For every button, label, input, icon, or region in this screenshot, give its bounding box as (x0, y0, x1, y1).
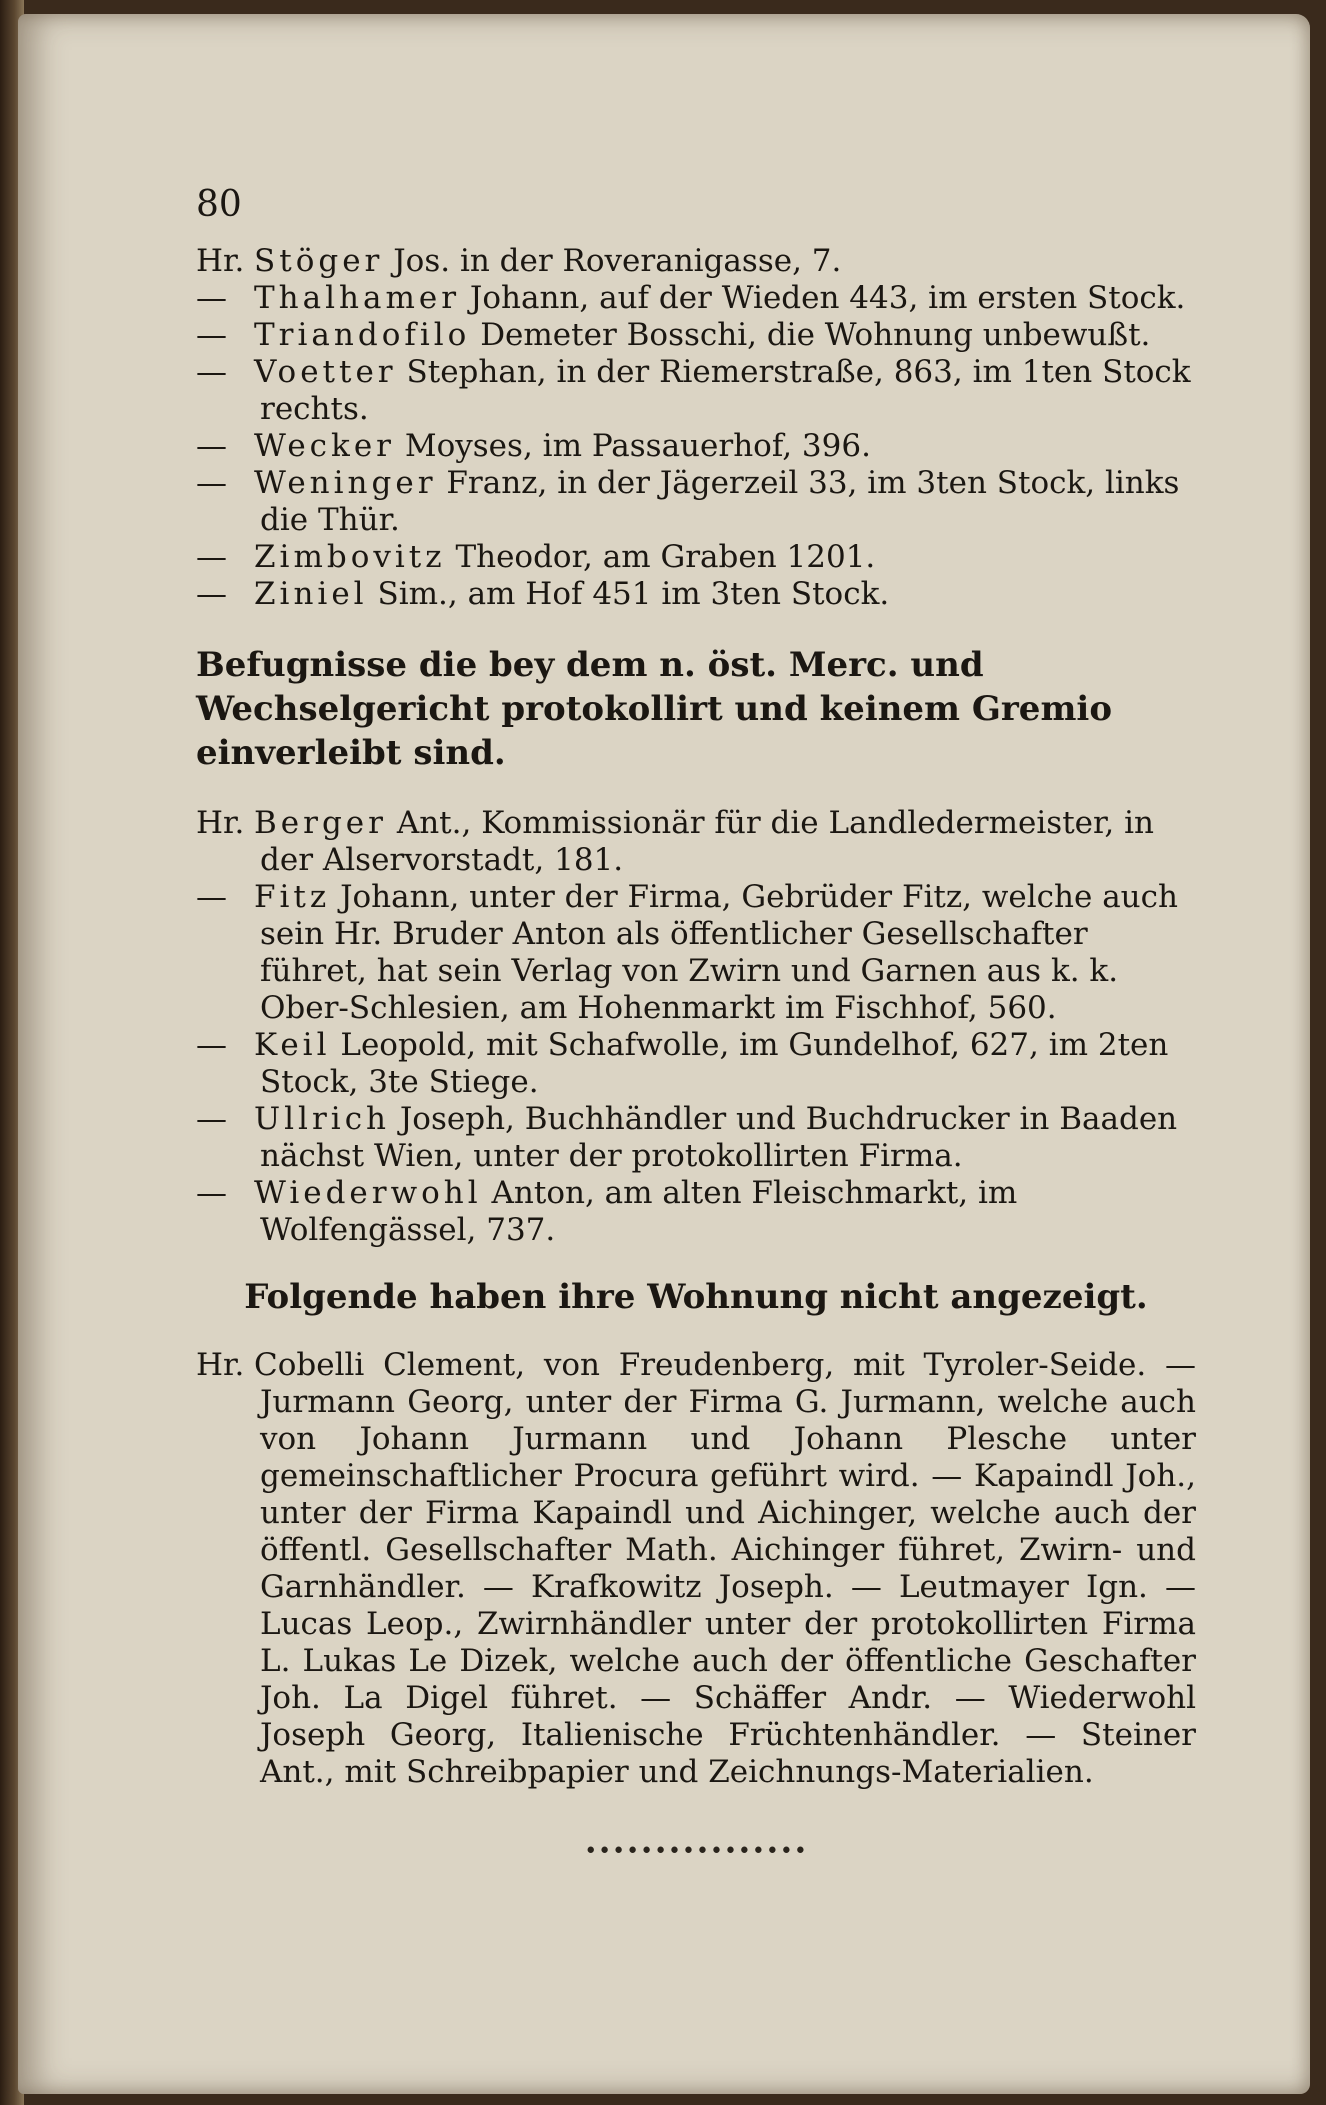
entry-text: Theodor, am Graben 1201. (455, 539, 876, 575)
list-item (196, 428, 1196, 465)
entry-name: Wiederwohl (254, 1175, 482, 1211)
entry-prefix: — (196, 1027, 227, 1063)
entry-name: Wecker (254, 428, 395, 464)
entry-name: Ziniel (254, 576, 368, 612)
list-item (196, 465, 1196, 539)
section-heading: Befugnisse die bey dem n. öst. Merc. und Wechselgericht protokollirt und keinem Gremio einverleibt sind. (196, 645, 1113, 773)
book-page (18, 14, 1310, 2094)
entry-text: Joseph, Buchhändler und Buchdrucker in Baaden nächst Wien, unter der protokollirten Firma. (260, 1101, 1178, 1174)
entry-text: Ant., Kommissionär für die Landledermeister, in der Alservorstadt, 181. (260, 805, 1154, 878)
entry-name: Zimbovitz (254, 539, 446, 575)
entry-text: Franz, in der Jägerzeil 33, im 3ten Stock, links die Thür. (260, 465, 1180, 538)
entry-prefix: — (196, 465, 227, 501)
entry-name: Fitz (254, 879, 331, 915)
list-item (196, 879, 1196, 1027)
page-content (196, 186, 1196, 1870)
entry-name: Voetter (254, 354, 397, 390)
entry-text: Moyses, im Passauerhof, 396. (404, 428, 871, 464)
list-item (196, 354, 1196, 428)
entry-text: Stephan, in der Riemerstraße, 863, im 1ten Stock rechts. (260, 354, 1191, 427)
paragraph-prefix: Hr. (196, 1347, 245, 1383)
entry-prefix: Hr. (196, 805, 245, 841)
paragraph-text: Cobelli Clement, von Freudenberg, mit Tyroler-Seide. — Jurmann Georg, unter der Firma G. Jurmann, welche auch von Johann Jurmann und Johann Plesche unter gemeinschaftlicher Procura geführt wird. — Kapaindl Joh., unter der Firma Kapaindl und Aichinger, welche auch der öffentl. Gesellschafter Math. Aichinger führet, Zwirn- und Garnhändler. — Krafkowitz Joseph. — Leutmayer Ign. — Lucas Leop., Zwirnhändler unter der protokollirten Firma L. Lukas Le Dizek, welche auch der öffentliche Geschafter Joh. La Digel führet. — Schäffer Andr. — Wiederwohl Joseph Georg, Italienische Früchtenhändler. — Steiner Ant., mit Schreibpapier und Zeichnungs-Materialien. (254, 1347, 1196, 1790)
entry-prefix: — (196, 317, 227, 353)
entry-prefix: — (196, 539, 227, 575)
unlisted-paragraph (196, 1347, 1196, 1791)
entry-prefix: — (196, 576, 227, 612)
entry-text: Sim., am Hof 451 im 3ten Stock. (377, 576, 890, 612)
entry-name: Stöger (254, 243, 384, 279)
entry-name: Triandofilo (254, 317, 471, 353)
entry-prefix: — (196, 1101, 227, 1137)
entry-prefix: — (196, 428, 227, 464)
section-heading-unlisted: Folgende haben ihre Wohnung nicht angezeigt. (244, 1277, 1148, 1317)
page-number: 80 (196, 184, 242, 225)
entry-text: Johann, unter der Firma, Gebrüder Fitz, welche auch sein Hr. Bruder Anton als öffentlicher Gesellschafter führet, hat sein Verlag von Zwirn und Garnen aus k. k. Ober-Schlesien, am Hohenmarkt im Fischhof, 560. (260, 879, 1178, 1026)
entry-prefix: — (196, 354, 227, 390)
list-item (196, 1027, 1196, 1101)
entries-section-2 (196, 805, 1196, 1249)
list-item (196, 1175, 1196, 1249)
list-item (196, 280, 1196, 317)
list-item (196, 805, 1196, 879)
entry-name: Weninger (254, 465, 437, 501)
entries-section-1 (196, 243, 1196, 613)
entry-name: Keil (254, 1027, 331, 1063)
entry-prefix: — (196, 280, 227, 316)
ornament-divider: •••••••••••••••• (584, 1839, 808, 1864)
entry-prefix: — (196, 879, 227, 915)
entry-name: Thalhamer (254, 280, 461, 316)
list-item (196, 243, 1196, 280)
entry-text: Leopold, mit Schafwolle, im Gundelhof, 627, im 2ten Stock, 3te Stiege. (260, 1027, 1169, 1100)
entry-prefix: Hr. (196, 243, 245, 279)
list-item (196, 1101, 1196, 1175)
entry-text: Jos. in der Roveranigasse, 7. (393, 243, 842, 279)
entry-name: Ullrich (254, 1101, 391, 1137)
entry-text: Johann, auf der Wieden 443, im ersten Stock. (469, 280, 1186, 316)
entry-prefix: — (196, 1175, 227, 1211)
list-item (196, 317, 1196, 354)
list-item (196, 576, 1196, 613)
entry-text: Anton, am alten Fleischmarkt, im Wolfengässel, 737. (260, 1175, 1018, 1248)
list-item (196, 539, 1196, 576)
entry-name: Berger (254, 805, 387, 841)
entry-text: Demeter Bosschi, die Wohnung unbewußt. (480, 317, 1151, 353)
